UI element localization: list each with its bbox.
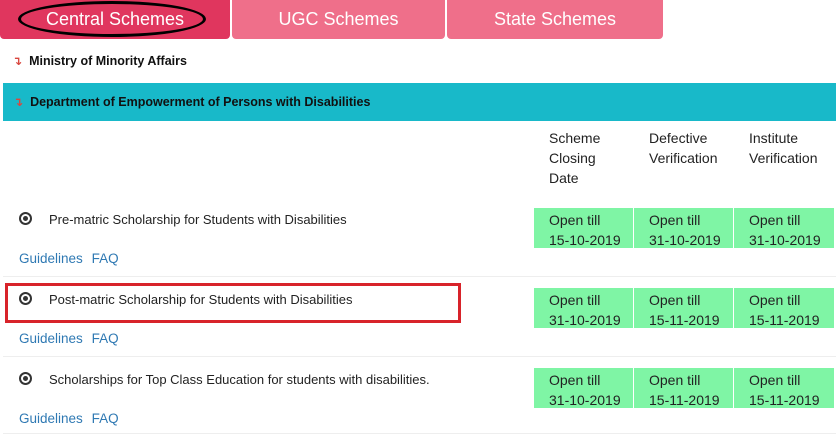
status-label: Open till (549, 372, 601, 388)
column-header-line: Date (549, 170, 579, 186)
status-label: Open till (549, 292, 601, 308)
status-date: 15-10-2019 (549, 232, 621, 248)
guidelines-link[interactable]: Guidelines (19, 331, 83, 346)
status-date: 15-11-2019 (649, 392, 720, 408)
status-institute-verification (734, 208, 834, 248)
column-header-line: Institute (749, 130, 799, 146)
row-divider (3, 356, 836, 357)
scheme-tabs (0, 0, 836, 40)
guidelines-link[interactable]: Guidelines (19, 411, 83, 426)
faq-link[interactable]: FAQ (91, 251, 119, 266)
status-date: 31-10-2019 (649, 232, 721, 248)
status-defective-verification (634, 288, 733, 328)
tab-central-schemes[interactable]: Central Schemes (0, 0, 230, 39)
scheme-radio[interactable] (19, 212, 32, 225)
column-header-line: Verification (649, 150, 718, 166)
status-label: Open till (749, 372, 801, 388)
column-header-line: Verification (749, 150, 818, 166)
status-label: Open till (749, 292, 801, 308)
scheme-name[interactable]: Pre-matric Scholarship for Students with Disabilities (49, 212, 347, 227)
scheme-radio[interactable] (19, 292, 32, 305)
status-defective-verification (634, 208, 733, 248)
status-label: Open till (649, 292, 701, 308)
department-header[interactable] (3, 83, 836, 121)
status-label: Open till (649, 372, 701, 388)
status-date: 31-10-2019 (549, 312, 621, 328)
status-institute-verification (734, 288, 834, 328)
department-label: Department of Empowerment of Persons with Disabilities (30, 95, 371, 109)
status-date: 15-11-2019 (649, 312, 720, 328)
status-date: 31-10-2019 (749, 232, 821, 248)
column-header-defective-verification (649, 128, 739, 168)
row-divider (3, 276, 836, 277)
scheme-radio[interactable] (19, 372, 32, 385)
status-defective-verification (634, 368, 733, 408)
status-closing-date (534, 208, 633, 248)
status-label: Open till (649, 212, 701, 228)
faq-link[interactable]: FAQ (91, 411, 119, 426)
status-institute-verification (734, 368, 834, 408)
scheme-links (19, 331, 124, 346)
status-closing-date (534, 368, 633, 408)
tab-ugc-schemes[interactable]: UGC Schemes (232, 0, 445, 39)
status-label: Open till (749, 212, 801, 228)
scheme-name[interactable]: Scholarships for Top Class Education for students with disabilities. (49, 372, 430, 387)
ministry-header[interactable] (12, 54, 187, 68)
faq-link[interactable]: FAQ (91, 331, 119, 346)
column-header-line: Defective (649, 130, 708, 146)
row-divider (3, 433, 836, 434)
scheme-name[interactable]: Post-matric Scholarship for Students with Disabilities (49, 292, 353, 307)
status-date: 31-10-2019 (549, 392, 621, 408)
guidelines-link[interactable]: Guidelines (19, 251, 83, 266)
ministry-label: Ministry of Minority Affairs (29, 54, 187, 68)
column-header-closing-date (549, 128, 629, 188)
arrow-down-icon: ↴ (13, 95, 24, 109)
status-date: 15-11-2019 (749, 312, 820, 328)
tab-state-schemes[interactable]: State Schemes (447, 0, 663, 39)
scheme-links (19, 251, 124, 266)
column-header-line: Scheme (549, 130, 601, 146)
column-header-institute-verification (749, 128, 834, 168)
status-date: 15-11-2019 (749, 392, 820, 408)
status-label: Open till (549, 212, 601, 228)
status-closing-date (534, 288, 633, 328)
arrow-down-icon: ↴ (12, 54, 23, 68)
scheme-links (19, 411, 124, 426)
column-header-line: Closing (549, 150, 596, 166)
